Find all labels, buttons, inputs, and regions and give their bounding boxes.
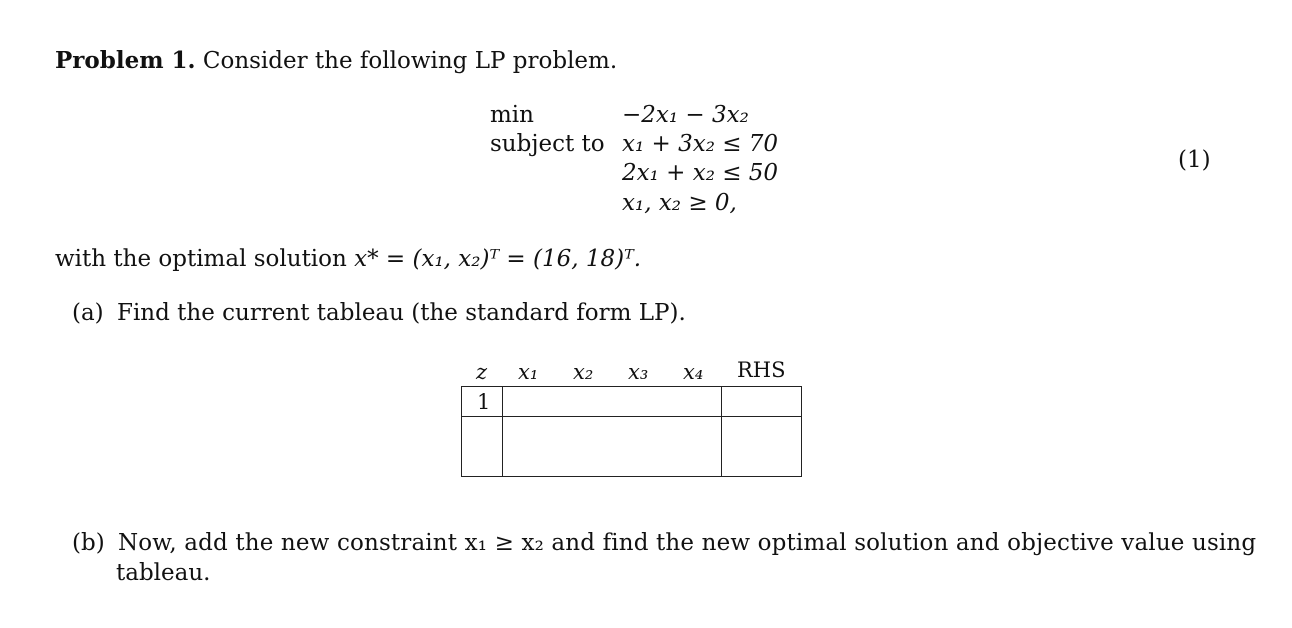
lp-subject-label: subject to xyxy=(490,131,605,157)
tableau-header-rhs: RHS xyxy=(737,358,786,382)
equation-number: (1) xyxy=(1178,147,1211,173)
problem-statement xyxy=(55,47,617,75)
optimal-solution xyxy=(55,245,641,273)
tableau-cell-x-row1 xyxy=(502,386,722,417)
lp-min-label: min xyxy=(490,102,534,128)
tableau-cell-x-row2 xyxy=(502,416,722,477)
problem-intro: Consider the following LP problem. xyxy=(202,48,618,74)
optimal-expression: x* = (x₁, x₂)ᵀ = (16, 18)ᵀ. xyxy=(354,246,642,272)
part-b xyxy=(72,529,1256,557)
lp-constraint-3: x₁, x₂ ≥ 0, xyxy=(622,190,737,216)
part-b-label: (b) xyxy=(72,530,105,556)
tableau-header-x4: x₄ xyxy=(683,360,704,384)
lp-objective: −2x₁ − 3x₂ xyxy=(622,102,749,128)
tableau-cell-rhs-row2 xyxy=(721,416,802,477)
tableau-header-x2: x₂ xyxy=(573,360,594,384)
part-a-label: (a) xyxy=(72,300,104,326)
part-a xyxy=(72,299,686,327)
tableau-cell-z-row2 xyxy=(461,416,503,477)
optimal-prefix: with the optimal solution xyxy=(55,246,347,272)
tableau-header-x1: x₁ xyxy=(518,360,539,384)
lp-constraint-2: 2x₁ + x₂ ≤ 50 xyxy=(622,160,779,186)
part-b-continuation: tableau. xyxy=(116,560,211,586)
tableau-header-x3: x₃ xyxy=(628,360,649,384)
lp-constraint-1: x₁ + 3x₂ ≤ 70 xyxy=(622,131,779,157)
part-a-text: Find the current tableau (the standard form LP). xyxy=(116,300,686,326)
tableau-cell-rhs-row1 xyxy=(721,386,802,417)
part-b-text-line1: Now, add the new constraint x₁ ≥ x₂ and find the new optimal solution and objective value using xyxy=(117,530,1257,556)
tableau-header-z: z xyxy=(476,360,488,384)
tableau-row1-z-value: 1 xyxy=(477,390,491,414)
problem-heading: Problem 1. xyxy=(55,47,196,74)
